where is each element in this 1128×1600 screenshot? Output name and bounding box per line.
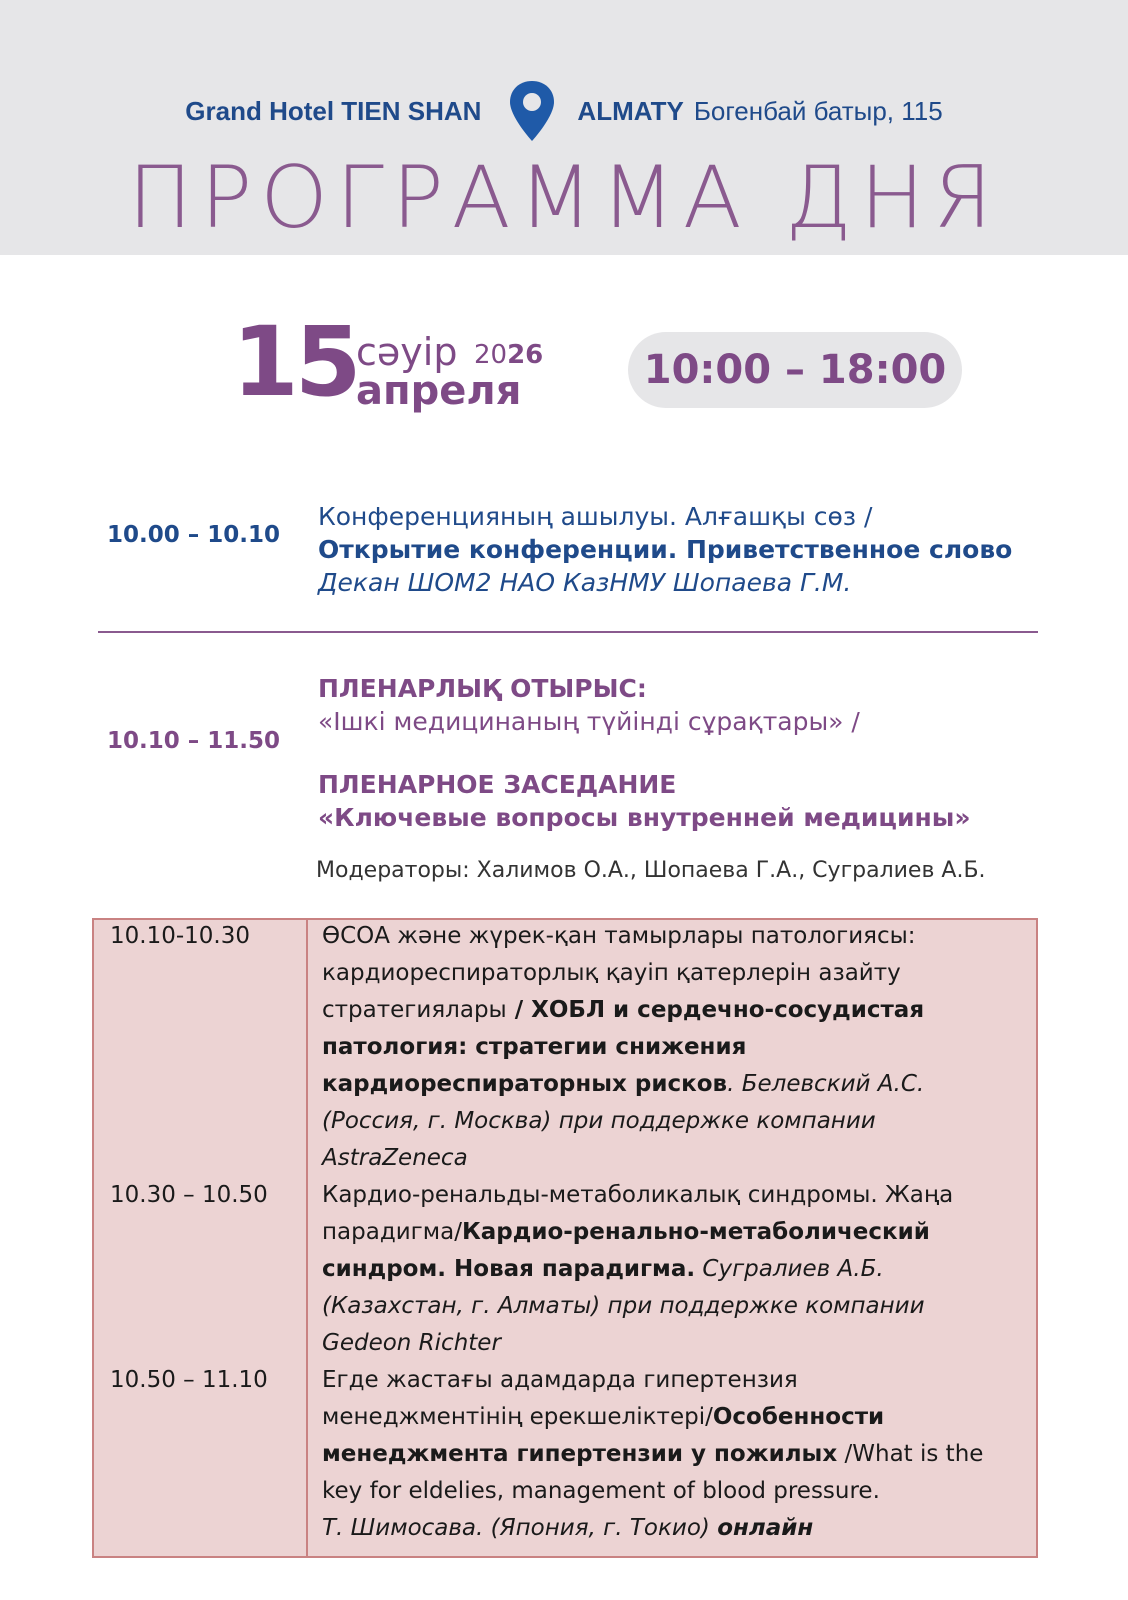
- plenary-title-kz: ПЛЕНАРЛЫҚ ОТЫРЫС:: [318, 674, 647, 703]
- location-pin-icon: [507, 79, 557, 143]
- date-year: [474, 340, 543, 370]
- section-divider: [98, 631, 1038, 633]
- hotel-name: Grand Hotel TIEN SHAN: [185, 95, 482, 126]
- opening-title-ru: Открытие конференции. Приветственное слово: [318, 535, 1013, 564]
- plenary-time: 10.10 – 11.50: [107, 728, 281, 754]
- talk-time: 10.10-10.30: [110, 923, 250, 949]
- date-month-ru: апреля: [356, 368, 522, 414]
- plenary-session: [318, 672, 1108, 834]
- talk-time: 10.50 – 11.10: [110, 1367, 268, 1393]
- opening-speaker: Декан ШОМ2 НАО КазНМУ Шопаева Г.М.: [318, 568, 852, 597]
- opening-title-kz: Конференцияның ашылуы. Алғашқы сөз /: [318, 502, 873, 531]
- date-day: 15: [232, 306, 358, 418]
- talk-content: Кардио-ренальды-метаболикалық синдромы. Жаңа парадигма/Кардио-ренально-метаболический синдром. Новая парадигма. Сугралиев А.Б. (Казахстан, г. Алматы) при поддержке компании Gedeon Richter: [322, 1182, 954, 1356]
- page-title: ПРОГРАММА ДНЯ: [127, 148, 1001, 248]
- city-name: ALMATY: [577, 95, 684, 126]
- talks-table: [92, 918, 1038, 1558]
- address: Богенбай батыр, 115: [693, 95, 943, 126]
- talk-content: Егде жастағы адамдарда гипертензия менеджментінің ерекшеліктері/Особенности менеджмента гипертензии у пожилых /What is the key for eldelies, management of blood pressure. Т. Шимосава. (Япония, г. Токио) онлайн: [322, 1367, 984, 1541]
- plenary-topic-kz: «Ішкі медицинаның түйінді сұрақтары» /: [318, 707, 860, 736]
- talk-time: 10.30 – 10.50: [110, 1182, 268, 1208]
- talk-content: ӨСОА және жүрек-қан тамырлары патологиясы: кардиореспираторлық қауіп қатерлерін азайту стратегиялары / ХОБЛ и сердечно-сосудистая патология: стратегии снижения кардиореспираторных рисков. Белевский А.С. (Россия, г. Москва) при поддержке компании AstraZeneca: [322, 923, 925, 1171]
- opening-time: 10.00 – 10.10: [107, 522, 281, 548]
- moderators: Модераторы: Халимов О.А., Шопаева Г.А., Сугралиев А.Б.: [316, 858, 986, 883]
- date-year-bold: 26: [507, 340, 544, 370]
- date-year-light: 20: [474, 340, 508, 370]
- plenary-topic-ru: «Ключевые вопросы внутренней медицины»: [318, 803, 971, 832]
- venue-line: [0, 76, 1128, 146]
- time-range-badge: 10:00 – 18:00: [628, 332, 962, 408]
- date-month-kz: сәуір: [356, 330, 458, 374]
- opening-session: [318, 500, 1098, 599]
- table-column-divider: [306, 920, 308, 1556]
- plenary-title-ru: ПЛЕНАРНОЕ ЗАСЕДАНИЕ: [318, 770, 677, 799]
